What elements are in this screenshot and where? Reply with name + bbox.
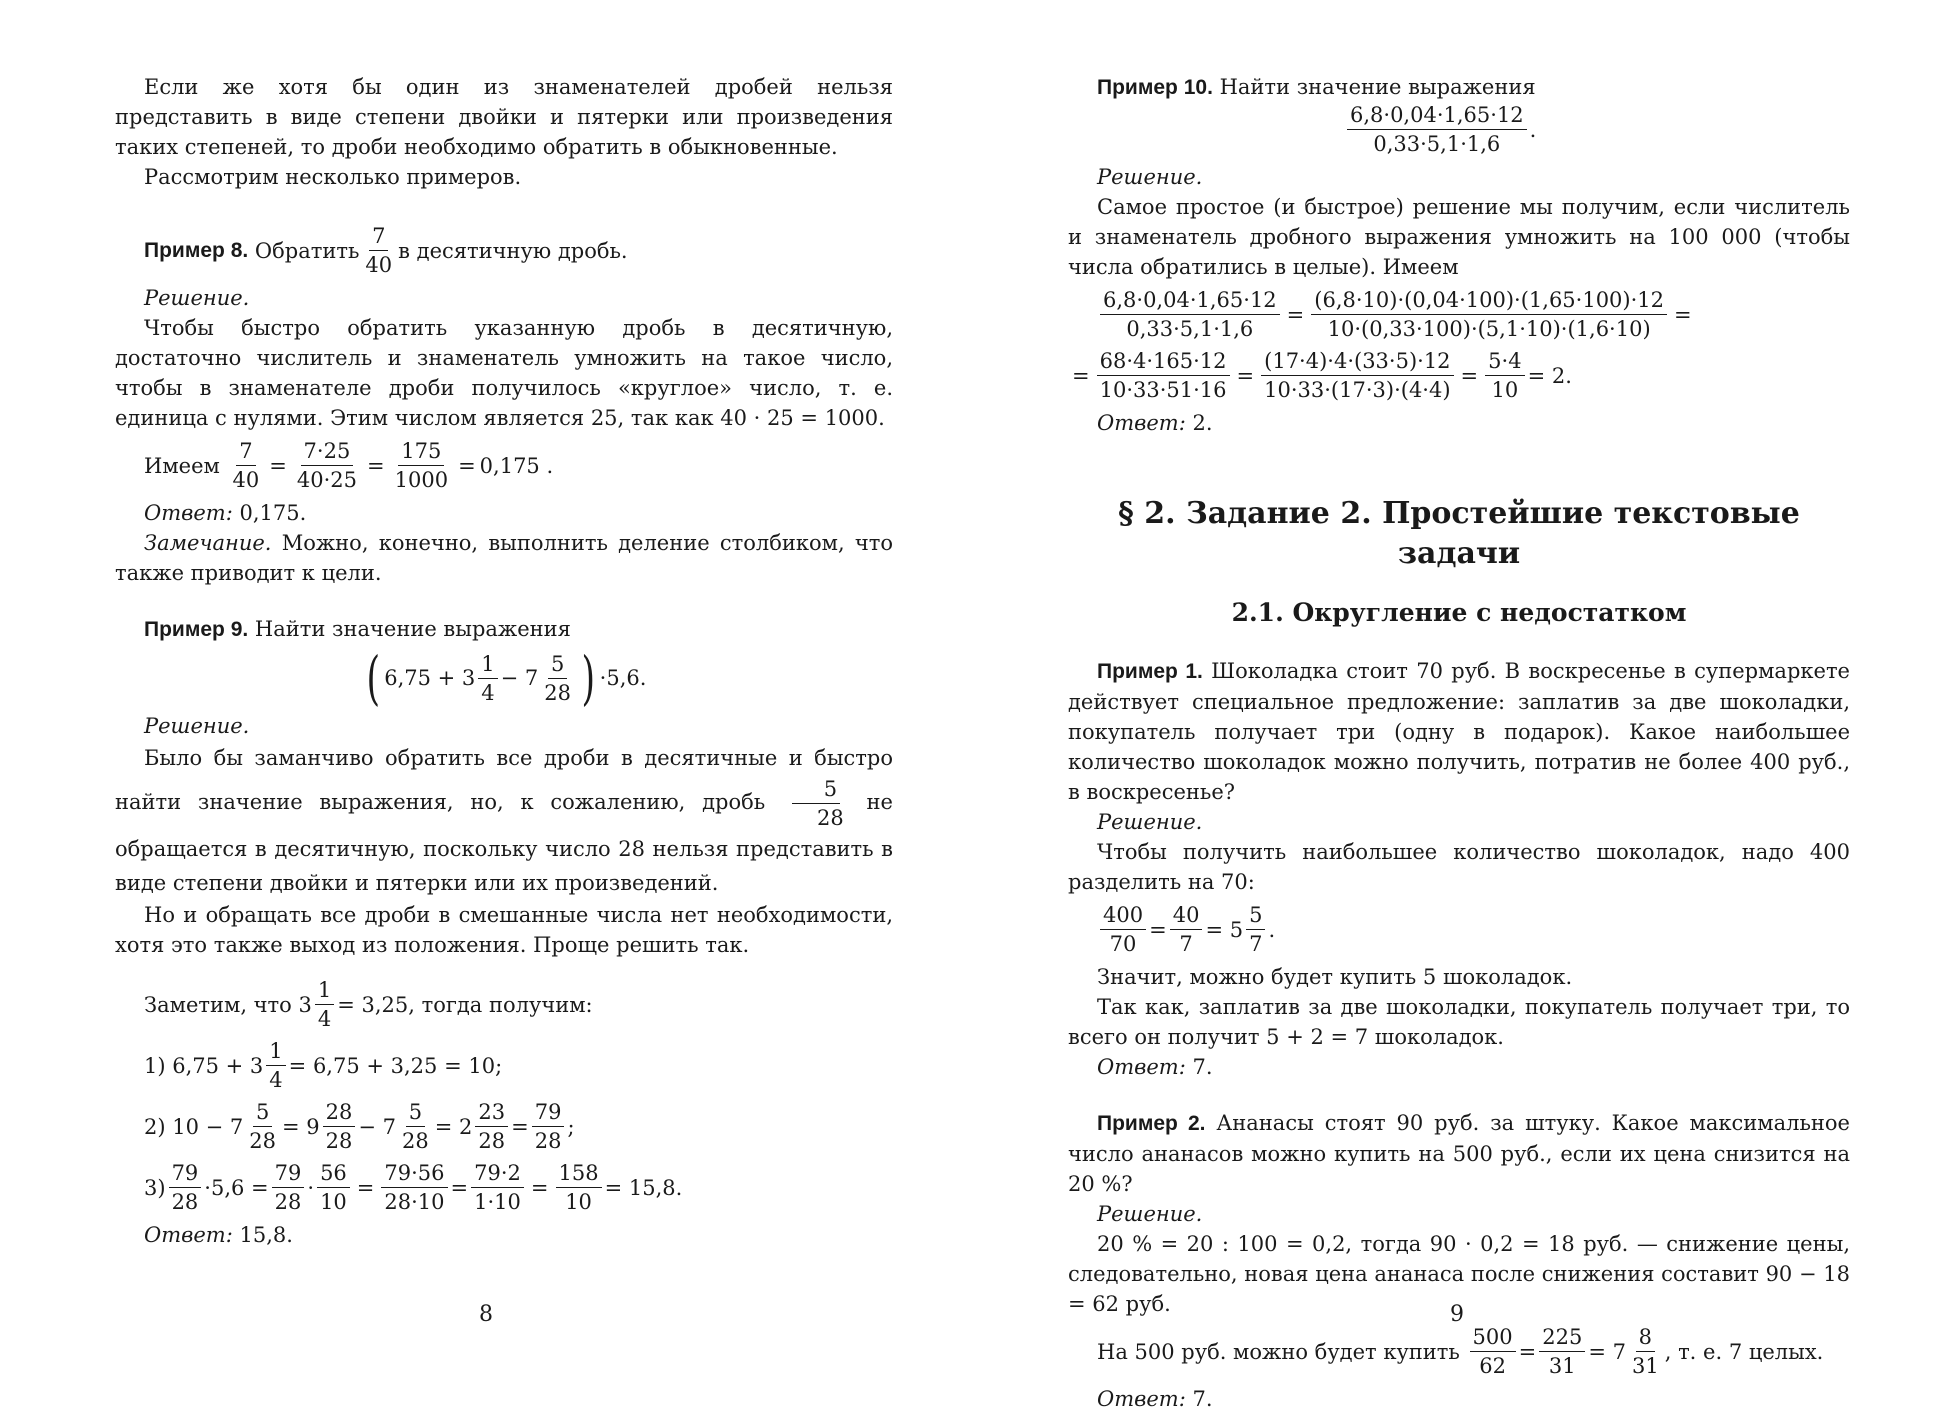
solution-label: Решение. <box>1097 1202 1203 1226</box>
left-page <box>0 0 973 1386</box>
example-2-problem: Пример 2. Ананасы стоят 90 руб. за штуку. Какое максимальное число ананасов можно купить на 500 руб., если их цена снизится на 20 %? <box>1068 1111 1850 1196</box>
step-2: 2) 10 − 7 $\frac{5}{28}$ = 9 $\frac{28}{28}$ − 7 $\frac{5}{28}$ = 2 $\frac{23}{28}$ = $\frac{79}{28}$ ; <box>144 1100 575 1153</box>
answer-line: Ответ: 7. <box>1097 1055 1213 1079</box>
step-3: 3) $\frac{79}{28}$ ·5,6 = $\frac{79}{28}$ · $\frac{56}{10}$ = $\frac{79\cdot 56}{28\cdot 10}$ = $\frac{79\cdot 2}{1\cdot 10}$ = $\frac{158}{10}$ = 15,8. <box>144 1161 683 1214</box>
solution-text: Чтобы быстро обратить указанную дробь в десятичную, достаточно числитель и знаменатель умножить на такое число, чтобы в знаменателе дроби получилось «круглое» число, т. е. единица с нулями. Этим числом является 25, так как 40 · 25 = 1000. <box>115 316 893 430</box>
solution-text: Было бы заманчиво обратить все дроби в десятичные и быстро найти значение выражения, но, к сожалению, дробь $\frac{5}{28}$ не обращается в десятичную, поскольку число 28 нельзя представить в виде степени двойки и пятерки или их произведений. <box>115 746 893 895</box>
example-8-heading: Пример 8. Обратить $\frac{7}{40}$ в десятичную дробь. <box>144 224 628 277</box>
right-page-text <box>1068 72 1850 1414</box>
step-1: 1) 6,75 + 3 $\frac{1}{4}$ = 6,75 + 3,25 = 10; <box>144 1039 503 1092</box>
example-label: Пример 10. <box>1097 76 1213 99</box>
answer-line: Ответ: 0,175. <box>144 501 307 525</box>
solution-text: Но и обращать все дроби в смешанные числа нет необходимости, хотя это также выход из положения. Проще решить так. <box>115 903 893 957</box>
calculation-line-2: = $\frac{68\cdot 4\cdot 165\cdot 12}{10\cdot 33\cdot 51\cdot 16}$ = $\frac{(17\cdot 4)\cdot 4\cdot(33\cdot 5)\cdot 12}{10\cdot 33\cdot(17\cdot 3)\cdot(4\cdot 4)}$ = $\frac{5\cdot 4}{10}$ = 2. <box>1072 349 1572 402</box>
section-title: § 2. Задание 2. Простейшие текстовые задачи <box>1118 496 1800 571</box>
expression: $\frac{6,8\cdot 0,04\cdot 1,65\cdot 12}{0,33\cdot 5,1\cdot 1,6}$ . <box>1068 101 1850 158</box>
answer-line: Ответ: 15,8. <box>144 1223 293 1247</box>
solution-text: Самое простое (и быстрое) решение мы получим, если числитель и знаменатель дробного выражения умножить на 100 000 (чтобы числа обратились в целые). Имеем <box>1068 195 1850 279</box>
expression: ( 6,75 + 3 $\frac{1}{4}$ − 7 $\frac{5}{28}$ ) ·5,6. <box>366 644 647 712</box>
example-label: Пример 9. <box>144 618 249 641</box>
solution-text: 20 % = 20 : 100 = 0,2, тогда 90 · 0,2 = 18 руб. — снижение цены, следовательно, новая цена ананаса после снижения составит 90 − 18 = 62 руб. <box>1068 1232 1850 1316</box>
calculation-line: Имеем $\frac{7}{40}$ = $\frac{7\cdot 25}{40\cdot 25}$ = $\frac{175}{1000}$ = 0,175 . <box>144 439 554 492</box>
example-label: Пример 8. <box>144 238 249 262</box>
solution-text: Так как, заплатив за две шоколадки, покупатель получает три, то всего он получит 5 + 2 = 7 шоколадок. <box>1068 995 1850 1049</box>
subsection-title: 2.1. Округление с недостатком <box>1231 598 1687 627</box>
intro-paragraph: Если же хотя бы один из знаменателей дробей нельзя представить в виде степени двойки и пятерки или произведения таких степеней, то дроби необходимо обратить в обыкновенные. <box>115 75 893 159</box>
intro-paragraph: Рассмотрим несколько примеров. <box>144 165 522 189</box>
example-label: Пример 2. <box>1097 1112 1206 1135</box>
remark-paragraph: Замечание. Можно, конечно, выполнить деление столбиком, что также приводит к цели. <box>115 531 893 585</box>
page-number: 9 <box>1450 1302 1464 1327</box>
note-line: Заметим, что 3 $\frac{1}{4}$ = 3,25, тогда получим: <box>144 978 593 1031</box>
left-page-text <box>115 72 893 1250</box>
right-page <box>973 0 1946 1411</box>
answer-line: Ответ: 2. <box>1097 411 1213 435</box>
solution-text: Чтобы получить наибольшее количество шоколадок, надо 400 разделить на 70: <box>1068 840 1850 894</box>
solution-label: Решение. <box>1097 165 1203 189</box>
page-number: 8 <box>479 1302 493 1327</box>
example-label: Пример 1. <box>1097 660 1203 683</box>
example-10-heading: Пример 10. Найти значение выражения <box>1097 75 1536 99</box>
solution-label: Решение. <box>144 714 250 738</box>
solution-label: Решение. <box>144 286 250 310</box>
fraction: $\frac{7}{40}$ <box>365 224 393 277</box>
calculation-line: На 500 руб. можно будет купить $\frac{500}{62}$ = $\frac{225}{31}$ = 7 $\frac{8}{31}$ , т. е. 7 целых. <box>1097 1325 1824 1378</box>
solution-label: Решение. <box>1097 810 1203 834</box>
answer-line: Ответ: 7. <box>1097 1387 1213 1411</box>
example-9-heading: Пример 9. Найти значение выражения <box>144 617 571 641</box>
calculation-line-1: $\frac{6,8\cdot 0,04\cdot 1,65\cdot 12}{0,33\cdot 5,1\cdot 1,6}$ = $\frac{(6,8\cdot 10)\cdot(0,04\cdot 100)\cdot(1,65\cdot 100)\cdot 12}{10\cdot(0,33\cdot 100)\cdot(5,1\cdot 10)\cdot(1,6\cdot 10)}$ = <box>1068 286 1850 343</box>
solution-text: Значит, можно будет купить 5 шоколадок. <box>1097 965 1573 989</box>
example-1-problem: Пример 1. Шоколадка стоит 70 руб. В воскресенье в супермаркете действует специальное предложение: заплатив за две шоколадки, покупатель получает три (одну в подарок). Какое наибольшее количество шоколадок можно получить, потратив не более 400 руб., в воскресенье? <box>1068 659 1850 804</box>
calculation-line: $\frac{400}{70}$ = $\frac{40}{7}$ = 5 $\frac{5}{7}$ . <box>1068 901 1850 958</box>
